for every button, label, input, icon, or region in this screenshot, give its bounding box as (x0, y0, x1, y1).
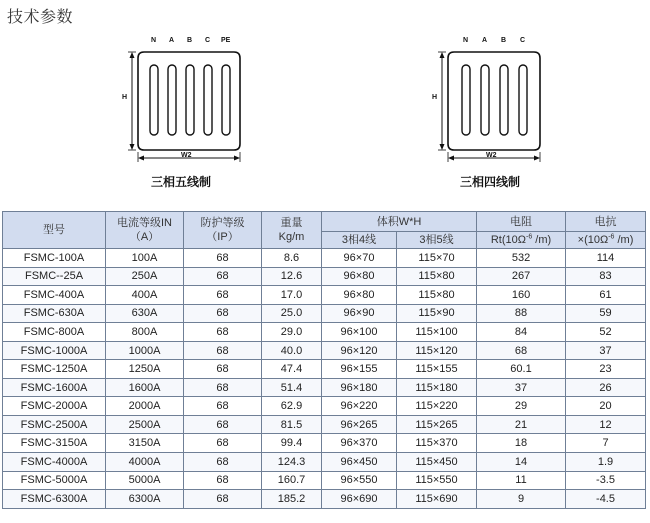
cell-resistance: 532 (477, 249, 566, 268)
cell-model: FSMC-2000A (3, 397, 106, 416)
phase-label-c: C (520, 37, 526, 44)
cell-model: FSMC-6300A (3, 490, 106, 509)
cell-volume-3p5w: 115×120 (397, 341, 477, 360)
cell-volume-3p4w: 96×690 (322, 490, 397, 509)
cell-protection: 68 (184, 286, 262, 305)
cell-model: FSMC-5000A (3, 471, 106, 490)
cell-weight: 51.4 (262, 378, 322, 397)
diagram-caption: 三相五线制 (151, 175, 212, 189)
header-protection-line1: 防护等级 (200, 217, 245, 229)
cell-weight: 185.2 (262, 490, 322, 509)
cell-resistance: 84 (477, 323, 566, 342)
cell-current: 2500A (106, 415, 184, 434)
diagram-caption: 三相四线制 (460, 175, 521, 189)
header-weight-line1: 重量 (280, 217, 303, 229)
resistance-unit-exponent: -6 (525, 233, 533, 241)
cell-protection: 68 (184, 304, 262, 323)
cell-volume-3p4w: 96×120 (322, 341, 397, 360)
cell-volume-3p4w: 96×180 (322, 378, 397, 397)
cell-volume-3p5w: 115×100 (397, 323, 477, 342)
phase-label-a: A (169, 37, 175, 44)
cell-volume-3p4w: 96×550 (322, 471, 397, 490)
cell-resistance: 160 (477, 286, 566, 305)
header-current (106, 212, 184, 249)
cell-current: 5000A (106, 471, 184, 490)
cell-current: 2000A (106, 397, 184, 416)
resistance-unit-post: /m) (532, 234, 552, 246)
header-resistance: 电阻 (477, 212, 566, 232)
phase-label-pe: PE (221, 37, 231, 44)
cell-weight: 62.9 (262, 397, 322, 416)
reactance-unit-exponent: -6 (608, 233, 615, 241)
cell-volume-3p4w: 96×80 (322, 286, 397, 305)
diagram-five-wire (118, 34, 258, 194)
diagram-four-wire (428, 34, 568, 194)
cell-volume-3p4w: 96×370 (322, 434, 397, 453)
cell-model: FSMC-800A (3, 323, 106, 342)
header-model: 型号 (3, 212, 106, 249)
cell-volume-3p5w: 115×690 (397, 490, 477, 509)
cell-volume-3p4w: 96×155 (322, 360, 397, 379)
cell-model: FSMC-630A (3, 304, 106, 323)
cell-weight: 17.0 (262, 286, 322, 305)
cell-reactance: 12 (566, 415, 646, 434)
cell-reactance: 83 (566, 267, 646, 286)
cell-current: 1250A (106, 360, 184, 379)
cell-volume-3p5w: 115×70 (397, 249, 477, 268)
cell-resistance: 88 (477, 304, 566, 323)
cell-current: 800A (106, 323, 184, 342)
cell-model: FSMC--25A (3, 267, 106, 286)
cell-protection: 68 (184, 249, 262, 268)
cell-weight: 12.6 (262, 267, 322, 286)
cell-resistance: 9 (477, 490, 566, 509)
cell-protection: 68 (184, 453, 262, 472)
header-reactance-unit (566, 232, 646, 249)
cell-volume-3p5w: 115×265 (397, 415, 477, 434)
table-row (3, 378, 646, 397)
table-row (3, 471, 646, 490)
cell-protection: 68 (184, 471, 262, 490)
cell-volume-3p5w: 115×90 (397, 304, 477, 323)
cell-resistance: 21 (477, 415, 566, 434)
cell-resistance: 14 (477, 453, 566, 472)
table-row (3, 434, 646, 453)
cell-weight: 99.4 (262, 434, 322, 453)
cell-current: 400A (106, 286, 184, 305)
cell-weight: 8.6 (262, 249, 322, 268)
table-row (3, 323, 646, 342)
cell-weight: 29.0 (262, 323, 322, 342)
cell-protection: 68 (184, 341, 262, 360)
cell-volume-3p4w: 96×450 (322, 453, 397, 472)
cell-volume-3p5w: 115×80 (397, 286, 477, 305)
cell-model: FSMC-1250A (3, 360, 106, 379)
table-row (3, 249, 646, 268)
cell-resistance: 37 (477, 378, 566, 397)
cell-resistance: 11 (477, 471, 566, 490)
table-row (3, 341, 646, 360)
table-row (3, 415, 646, 434)
cell-weight: 25.0 (262, 304, 322, 323)
header-volume-3p5w: 3相5线 (397, 232, 477, 249)
cell-weight: 124.3 (262, 453, 322, 472)
cell-current: 1600A (106, 378, 184, 397)
cell-reactance: 114 (566, 249, 646, 268)
phase-label-b: B (501, 37, 507, 44)
table-row (3, 490, 646, 509)
table-row (3, 286, 646, 305)
header-volume-3p4w: 3相4线 (322, 232, 397, 249)
page-title: 技术参数 (7, 7, 74, 26)
cell-current: 1000A (106, 341, 184, 360)
cell-protection: 68 (184, 397, 262, 416)
header-weight-line2: Kg/m (278, 231, 305, 243)
cell-volume-3p4w: 96×70 (322, 249, 397, 268)
cell-protection: 68 (184, 323, 262, 342)
header-resistance-unit (477, 232, 566, 249)
cell-protection: 68 (184, 378, 262, 397)
cell-current: 4000A (106, 453, 184, 472)
table-row (3, 453, 646, 472)
header-protection-line2: （IP） (206, 231, 239, 243)
cell-weight: 160.7 (262, 471, 322, 490)
phase-label-b: B (187, 37, 193, 44)
cell-reactance: 7 (566, 434, 646, 453)
cell-volume-3p4w: 96×220 (322, 397, 397, 416)
cell-current: 630A (106, 304, 184, 323)
cell-model: FSMC-1000A (3, 341, 106, 360)
cell-volume-3p4w: 96×100 (322, 323, 397, 342)
cell-current: 250A (106, 267, 184, 286)
table-row (3, 267, 646, 286)
header-current-line1: 电流等级IN (117, 217, 172, 229)
cell-resistance: 29 (477, 397, 566, 416)
cell-protection: 68 (184, 490, 262, 509)
width-dimension-label: W2 (181, 152, 192, 159)
cell-weight: 47.4 (262, 360, 322, 379)
busbar-cross-section-four-wire (428, 34, 568, 194)
height-dimension-label: H (122, 94, 128, 101)
cell-volume-3p5w: 115×155 (397, 360, 477, 379)
header-protection (184, 212, 262, 249)
spec-table-body (3, 249, 646, 509)
cell-reactance: 1.9 (566, 453, 646, 472)
resistance-unit-pre: Rt(10Ω (490, 234, 526, 246)
cell-model: FSMC-2500A (3, 415, 106, 434)
cell-model: FSMC-400A (3, 286, 106, 305)
cell-volume-3p4w: 96×265 (322, 415, 397, 434)
cell-resistance: 18 (477, 434, 566, 453)
cell-current: 100A (106, 249, 184, 268)
header-volume: 体积W*H (322, 212, 477, 232)
cell-volume-3p5w: 115×220 (397, 397, 477, 416)
cell-reactance: 52 (566, 323, 646, 342)
busbar-cross-section-five-wire (118, 34, 258, 194)
cell-model: FSMC-3150A (3, 434, 106, 453)
header-reactance: 电抗 (566, 212, 646, 232)
cell-model: FSMC-4000A (3, 453, 106, 472)
cell-reactance: -3.5 (566, 471, 646, 490)
cell-volume-3p4w: 96×80 (322, 267, 397, 286)
cell-volume-3p5w: 115×550 (397, 471, 477, 490)
cell-weight: 40.0 (262, 341, 322, 360)
cell-resistance: 60.1 (477, 360, 566, 379)
cell-reactance: 23 (566, 360, 646, 379)
header-weight (262, 212, 322, 249)
width-dimension-label: W2 (486, 152, 497, 159)
header-current-line2: （A） (129, 231, 160, 243)
cell-reactance: -4.5 (566, 490, 646, 509)
cell-model: FSMC-100A (3, 249, 106, 268)
cell-resistance: 267 (477, 267, 566, 286)
cell-volume-3p5w: 115×450 (397, 453, 477, 472)
phase-label-a: A (482, 37, 488, 44)
table-row (3, 360, 646, 379)
reactance-unit-post: /m) (614, 234, 634, 246)
cell-current: 6300A (106, 490, 184, 509)
cell-weight: 81.5 (262, 415, 322, 434)
cell-reactance: 20 (566, 397, 646, 416)
table-row (3, 397, 646, 416)
reactance-unit-pre: ×(10Ω (577, 234, 609, 246)
phase-label-n: N (463, 37, 469, 44)
cell-volume-3p5w: 115×80 (397, 267, 477, 286)
cell-volume-3p5w: 115×180 (397, 378, 477, 397)
phase-label-c: C (205, 37, 211, 44)
cell-protection: 68 (184, 267, 262, 286)
cell-model: FSMC-1600A (3, 378, 106, 397)
cell-current: 3150A (106, 434, 184, 453)
cell-resistance: 68 (477, 341, 566, 360)
height-dimension-label: H (432, 94, 438, 101)
cell-volume-3p5w: 115×370 (397, 434, 477, 453)
phase-label-n: N (151, 37, 157, 44)
cell-protection: 68 (184, 360, 262, 379)
spec-table (2, 211, 646, 509)
cell-protection: 68 (184, 434, 262, 453)
cell-reactance: 61 (566, 286, 646, 305)
cell-reactance: 37 (566, 341, 646, 360)
cell-reactance: 59 (566, 304, 646, 323)
cell-protection: 68 (184, 415, 262, 434)
table-row (3, 304, 646, 323)
cell-volume-3p4w: 96×90 (322, 304, 397, 323)
cell-reactance: 26 (566, 378, 646, 397)
